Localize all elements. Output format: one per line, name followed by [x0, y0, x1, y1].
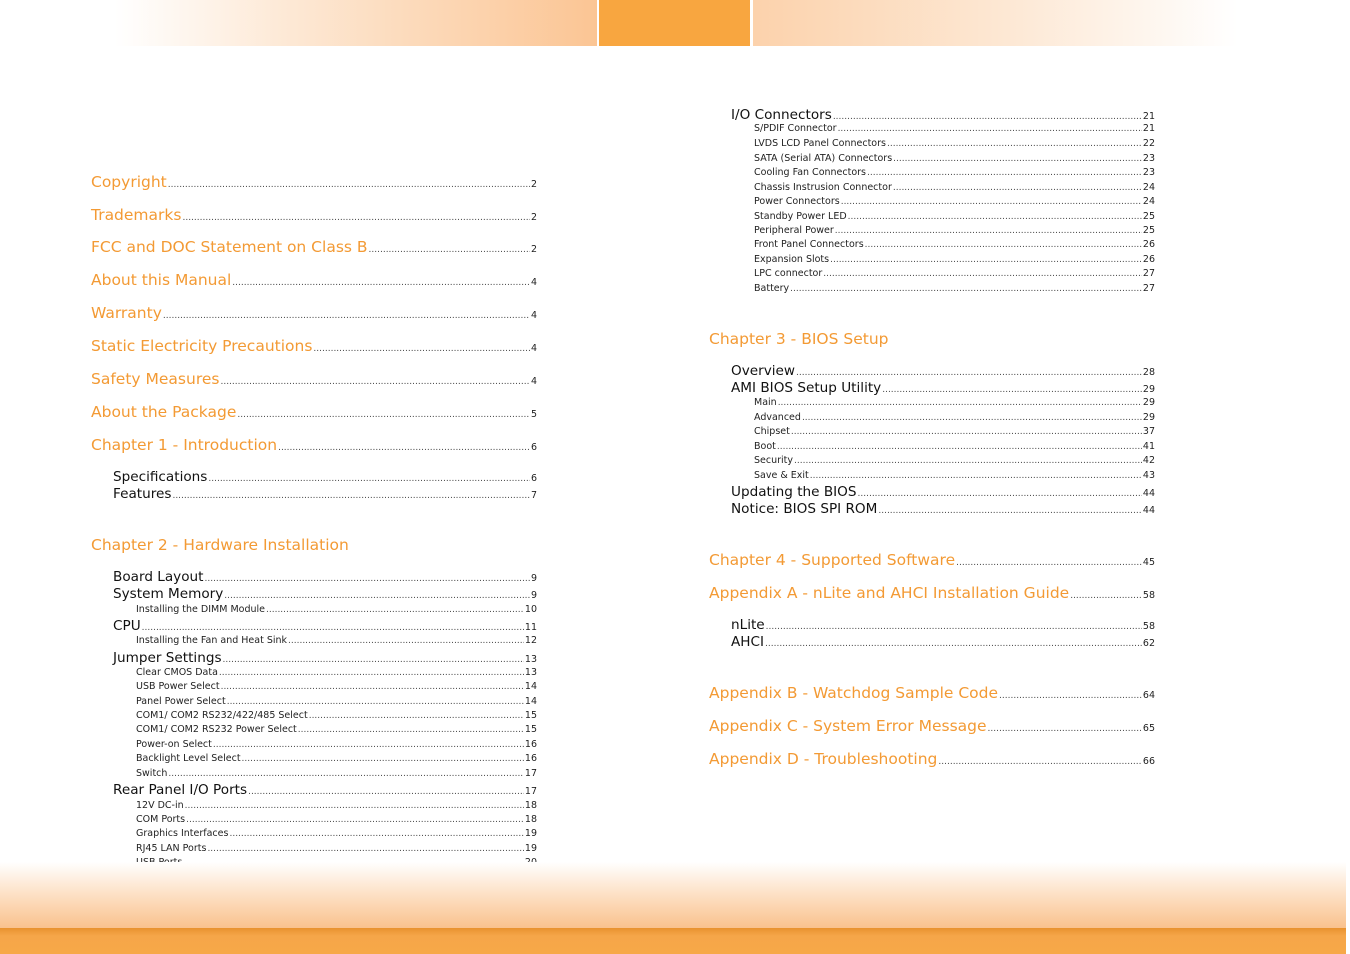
toc-entry-title: USB Power Select: [136, 681, 220, 692]
toc-page-number: 15: [524, 710, 537, 721]
footer-bar: [0, 928, 1350, 954]
toc-leader-dots: [791, 427, 1142, 437]
toc-leader-dots: [208, 474, 530, 484]
toc-entry[interactable]: [136, 768, 537, 779]
toc-entry-title: S/PDIF Connector: [754, 123, 837, 134]
toc-leader-dots: [278, 443, 530, 453]
toc-entry-title: About the Package: [91, 403, 237, 421]
toc-page-number: 37: [1142, 426, 1155, 437]
toc-leader-dots: [810, 471, 1142, 481]
toc-entry-title: COM1/ COM2 RS232/422/485 Select: [136, 710, 308, 721]
toc-entry-title: Power-on Select: [136, 739, 212, 750]
toc-page-number: 44: [1142, 505, 1155, 516]
toc-entry[interactable]: [113, 486, 537, 502]
toc-entry-title: Chapter 3 - BIOS Setup: [709, 330, 889, 348]
toc-page-number: 26: [1142, 254, 1155, 265]
toc-entry-title: 12V DC-in: [136, 800, 184, 811]
toc-entry-title: Advanced: [754, 412, 801, 423]
toc-page-number: 21: [1142, 123, 1155, 134]
toc-page-number: 23: [1142, 167, 1155, 178]
toc-entry[interactable]: [91, 271, 537, 289]
toc-entry-title: Peripheral Power: [754, 225, 834, 236]
toc-leader-dots: [777, 442, 1142, 452]
toc-leader-dots: [893, 183, 1142, 193]
toc-page-number: 16: [524, 753, 537, 764]
toc-page-number: 13: [524, 654, 537, 665]
toc-entry[interactable]: [754, 426, 1155, 437]
toc-entry[interactable]: [709, 584, 1155, 602]
toc-entry[interactable]: [754, 196, 1155, 207]
toc-entry[interactable]: [709, 750, 1155, 768]
toc-entry[interactable]: [754, 153, 1155, 164]
toc-leader-dots: [163, 311, 530, 321]
toc-entry[interactable]: [136, 800, 537, 811]
toc-leader-dots: [841, 197, 1142, 207]
toc-leader-dots: [1070, 591, 1142, 601]
toc-leader-dots: [790, 284, 1142, 294]
toc-leader-dots: [848, 212, 1142, 222]
toc-entry[interactable]: [731, 634, 1155, 650]
toc-page-number: 41: [1142, 441, 1155, 452]
toc-page-number: 18: [524, 814, 537, 825]
toc-entry-title: Notice: BIOS SPI ROM: [731, 501, 878, 517]
toc-entry[interactable]: [136, 843, 537, 854]
toc-leader-dots: [938, 757, 1142, 767]
toc-entry-title: COM Ports: [136, 814, 186, 825]
toc-page-number: 19: [524, 843, 537, 854]
toc-entry-title: Battery: [754, 283, 790, 294]
toc-entry-title: Power Connectors: [754, 196, 840, 207]
toc-entry-title: CPU: [113, 618, 141, 634]
toc-entry-title: RJ45 LAN Ports: [136, 843, 207, 854]
toc-leader-dots: [229, 829, 523, 839]
toc-leader-dots: [369, 245, 530, 255]
toc-leader-dots: [882, 385, 1142, 395]
toc-leader-dots: [999, 691, 1142, 701]
toc-page-number: 58: [1142, 621, 1155, 632]
toc-page-number: 29: [1142, 397, 1155, 408]
toc-page-number: 28: [1142, 367, 1155, 378]
toc-page-number: 58: [1142, 590, 1155, 601]
toc-page-number: 14: [524, 681, 537, 692]
toc-entry[interactable]: [136, 724, 537, 735]
toc-entry[interactable]: [709, 684, 1155, 702]
toc-leader-dots: [298, 725, 524, 735]
toc-entry-title: System Memory: [113, 586, 224, 602]
toc-page-number: 24: [1142, 196, 1155, 207]
toc-entry[interactable]: [113, 782, 537, 798]
toc-entry[interactable]: [754, 455, 1155, 466]
toc-leader-dots: [224, 591, 530, 601]
toc-page-number: 25: [1142, 225, 1155, 236]
toc-entry-title: Backlight Level Select: [136, 753, 241, 764]
toc-page-number: 4: [530, 376, 537, 387]
toc-page-number: 2: [530, 179, 537, 190]
toc-page-number: 24: [1142, 182, 1155, 193]
toc-page-number: 17: [524, 786, 537, 797]
toc-page-number: 22: [1142, 138, 1155, 149]
toc-entry-title: Main: [754, 397, 777, 408]
toc-leader-dots: [213, 740, 524, 750]
toc-leader-dots: [802, 413, 1142, 423]
toc-leader-dots: [838, 124, 1142, 134]
toc-page-number: 23: [1142, 153, 1155, 164]
toc-entry[interactable]: [91, 173, 537, 191]
toc-page-number: 11: [524, 622, 537, 633]
toc-entry[interactable]: [136, 635, 537, 646]
toc-entry-title: Clear CMOS Data: [136, 667, 218, 678]
toc-entry-title: Chipset: [754, 426, 790, 437]
toc-entry-title: Expansion Slots: [754, 254, 830, 265]
toc-leader-dots: [185, 801, 524, 811]
toc-page-number: 4: [530, 277, 537, 288]
toc-leader-dots: [778, 398, 1142, 408]
toc-entry-title: Chapter 1 - Introduction: [91, 436, 278, 454]
toc-leader-dots: [288, 636, 524, 646]
toc-leader-dots: [867, 168, 1142, 178]
toc-entry[interactable]: [91, 238, 537, 256]
toc-page-number: 12: [524, 635, 537, 646]
toc-entry[interactable]: [754, 138, 1155, 149]
toc-leader-dots: [956, 558, 1142, 568]
toc-leader-dots: [248, 787, 524, 797]
toc-entry[interactable]: [754, 268, 1155, 279]
toc-leader-dots: [142, 623, 524, 633]
toc-page-number: 44: [1142, 488, 1155, 499]
toc-entry[interactable]: [136, 667, 537, 678]
toc-entry-title: AMI BIOS Setup Utility: [731, 380, 882, 396]
toc-entry[interactable]: [731, 617, 1155, 633]
toc-leader-dots: [221, 682, 524, 692]
toc-leader-dots: [172, 491, 530, 501]
header-gradient-left: [115, 0, 597, 46]
toc-entry-title: Boot: [754, 441, 776, 452]
toc-entry-title: Safety Measures: [91, 370, 220, 388]
toc-entry-title: Installing the DIMM Module: [136, 604, 265, 615]
toc-entry-title: Chassis Instrusion Connector: [754, 182, 892, 193]
toc-entry[interactable]: [136, 828, 537, 839]
toc-leader-dots: [227, 697, 524, 707]
toc-leader-dots: [182, 213, 529, 223]
toc-page-number: 9: [530, 573, 537, 584]
toc-leader-dots: [219, 668, 524, 678]
toc-entry[interactable]: [731, 484, 1155, 500]
toc-entry[interactable]: [113, 650, 537, 666]
toc-page-number: 18: [524, 800, 537, 811]
toc-entry[interactable]: [136, 604, 537, 615]
toc-page-number: 17: [524, 768, 537, 779]
toc-page-number: 14: [524, 696, 537, 707]
toc-entry-title: AHCI: [731, 634, 765, 650]
toc-page-number: 7: [530, 490, 537, 501]
toc-entry[interactable]: [709, 717, 1155, 735]
toc-leader-dots: [823, 269, 1142, 279]
toc-leader-dots: [878, 506, 1142, 516]
toc-entry-title: Switch: [136, 768, 168, 779]
toc-leader-dots: [313, 344, 530, 354]
toc-entry[interactable]: [731, 380, 1155, 396]
toc-entry-title: nLite: [731, 617, 765, 633]
toc-leader-dots: [168, 769, 523, 779]
toc-leader-dots: [794, 456, 1142, 466]
toc-page-number: 43: [1142, 470, 1155, 481]
toc-entry[interactable]: [731, 501, 1155, 517]
toc-entry[interactable]: [91, 436, 537, 454]
toc-entry[interactable]: [113, 586, 537, 602]
toc-page-number: 62: [1142, 638, 1155, 649]
toc-entry[interactable]: [113, 569, 537, 585]
toc-page-number: 15: [524, 724, 537, 735]
toc-entry-title: LPC connector: [754, 268, 823, 279]
toc-entry[interactable]: [91, 403, 537, 421]
toc-leader-dots: [988, 724, 1142, 734]
toc-page-number: 4: [530, 343, 537, 354]
toc-entry[interactable]: [91, 370, 537, 388]
toc-page-number: 13: [524, 667, 537, 678]
toc-entry-title: Security: [754, 455, 794, 466]
toc-leader-dots: [237, 410, 530, 420]
toc-entry-title: Chapter 2 - Hardware Installation: [91, 536, 349, 554]
toc-entry-title: Copyright: [91, 173, 167, 191]
toc-entry[interactable]: [91, 304, 537, 322]
toc-entry-title: LVDS LCD Panel Connectors: [754, 138, 886, 149]
toc-page-number: 25: [1142, 211, 1155, 222]
toc-page-number: 9: [530, 590, 537, 601]
toc-entry-title: Installing the Fan and Heat Sink: [136, 635, 288, 646]
toc-page-number: 19: [524, 828, 537, 839]
toc-leader-dots: [204, 574, 529, 584]
toc-entry[interactable]: [113, 469, 537, 485]
toc-page-number: 26: [1142, 239, 1155, 250]
toc-entry[interactable]: [136, 753, 537, 764]
toc-page-number: 29: [1142, 412, 1155, 423]
toc-entry[interactable]: [136, 814, 537, 825]
toc-page-number: 6: [530, 442, 537, 453]
toc-entry-title: Overview: [731, 363, 795, 379]
toc-leader-dots: [858, 489, 1142, 499]
toc-leader-dots: [168, 180, 530, 190]
toc-entry-title: Static Electricity Precautions: [91, 337, 313, 355]
toc-leader-dots: [309, 711, 524, 721]
toc-leader-dots: [833, 112, 1142, 122]
toc-entry[interactable]: [754, 225, 1155, 236]
toc-entry-title: I/O Connectors: [731, 107, 832, 123]
toc-entry-title: Trademarks: [91, 206, 182, 224]
toc-entry[interactable]: [113, 618, 537, 634]
toc-leader-dots: [830, 255, 1142, 265]
toc-entry-title: Appendix D - Troubleshooting: [709, 750, 938, 768]
toc-entry[interactable]: [709, 551, 1155, 569]
toc-entry-title: Standby Power LED: [754, 211, 847, 222]
toc-page-number: 42: [1142, 455, 1155, 466]
toc-entry[interactable]: [136, 739, 537, 750]
toc-page-number: 45: [1142, 557, 1155, 568]
toc-entry-title: Front Panel Connectors: [754, 239, 864, 250]
toc-leader-dots: [887, 139, 1142, 149]
toc-page-number: 66: [1142, 756, 1155, 767]
toc-page-number: 10: [524, 604, 537, 615]
toc-page-number: 29: [1142, 384, 1155, 395]
toc-entry[interactable]: [731, 363, 1155, 379]
toc-entry-title: About this Manual: [91, 271, 232, 289]
toc-entry[interactable]: [136, 710, 537, 721]
toc-page-number: 2: [530, 244, 537, 255]
toc-entry-title: Appendix B - Watchdog Sample Code: [709, 684, 999, 702]
toc-entry-title: Appendix A - nLite and AHCI Installation Guide: [709, 584, 1070, 602]
toc-entry[interactable]: [136, 681, 537, 692]
toc-entry[interactable]: [754, 182, 1155, 193]
toc-leader-dots: [765, 639, 1142, 649]
toc-leader-dots: [220, 377, 529, 387]
toc-leader-dots: [893, 154, 1142, 164]
toc-entry-title: Cooling Fan Connectors: [754, 167, 867, 178]
toc-entry-title: Board Layout: [113, 569, 204, 585]
toc-entry-title: Rear Panel I/O Ports: [113, 782, 248, 798]
toc-leader-dots: [242, 754, 524, 764]
toc-entry-title: Specifications: [113, 469, 208, 485]
toc-entry[interactable]: [91, 536, 537, 554]
toc-entry-title: Save & Exit: [754, 470, 809, 481]
toc-leader-dots: [266, 605, 524, 615]
toc-entry[interactable]: [136, 696, 537, 707]
toc-page-number: 16: [524, 739, 537, 750]
toc-leader-dots: [186, 815, 524, 825]
toc-entry-title: Panel Power Select: [136, 696, 226, 707]
toc-page-number: 2: [530, 212, 537, 223]
toc-entry-title: Appendix C - System Error Message: [709, 717, 987, 735]
toc-entry[interactable]: [754, 239, 1155, 250]
toc-leader-dots: [796, 368, 1142, 378]
toc-entry[interactable]: [91, 337, 537, 355]
toc-entry[interactable]: [754, 254, 1155, 265]
toc-page-number: 6: [530, 473, 537, 484]
toc-leader-dots: [232, 278, 530, 288]
header-gradient-right: [753, 0, 1238, 46]
toc-entry[interactable]: [754, 470, 1155, 481]
toc-entry-title: COM1/ COM2 RS232 Power Select: [136, 724, 297, 735]
toc-page-number: 27: [1142, 268, 1155, 279]
toc-entry-title: FCC and DOC Statement on Class B: [91, 238, 368, 256]
footer-gradient: [0, 862, 1350, 930]
toc-page-number: 21: [1142, 111, 1155, 122]
toc-entry-title: Updating the BIOS: [731, 484, 857, 500]
toc-entry-title: SATA (Serial ATA) Connectors: [754, 153, 893, 164]
toc-entry-title: Warranty: [91, 304, 162, 322]
toc-entry[interactable]: [754, 283, 1155, 294]
toc-page-number: 27: [1142, 283, 1155, 294]
toc-page-number: 64: [1142, 690, 1155, 701]
toc-entry[interactable]: [754, 167, 1155, 178]
toc-leader-dots: [766, 622, 1142, 632]
toc-entry[interactable]: [91, 206, 537, 224]
toc-page-number: 4: [530, 310, 537, 321]
footer-edge: [1346, 862, 1350, 954]
toc-entry[interactable]: [754, 412, 1155, 423]
toc-entry[interactable]: [754, 123, 1155, 134]
toc-leader-dots: [207, 844, 523, 854]
toc-entry[interactable]: [754, 441, 1155, 452]
toc-entry[interactable]: [754, 397, 1155, 408]
toc-entry[interactable]: [731, 107, 1155, 123]
header-accent-block: [599, 0, 750, 46]
toc-entry[interactable]: [754, 211, 1155, 222]
toc-entry[interactable]: [709, 330, 1155, 348]
toc-leader-dots: [223, 655, 524, 665]
toc-leader-dots: [835, 226, 1142, 236]
toc-page-number: 65: [1142, 723, 1155, 734]
toc-entry-title: Features: [113, 486, 172, 502]
toc-entry-title: Chapter 4 - Supported Software: [709, 551, 956, 569]
toc-leader-dots: [865, 240, 1142, 250]
toc-entry-title: Jumper Settings: [113, 650, 222, 666]
toc-entry-title: Graphics Interfaces: [136, 828, 229, 839]
toc-page-number: 5: [530, 409, 537, 420]
